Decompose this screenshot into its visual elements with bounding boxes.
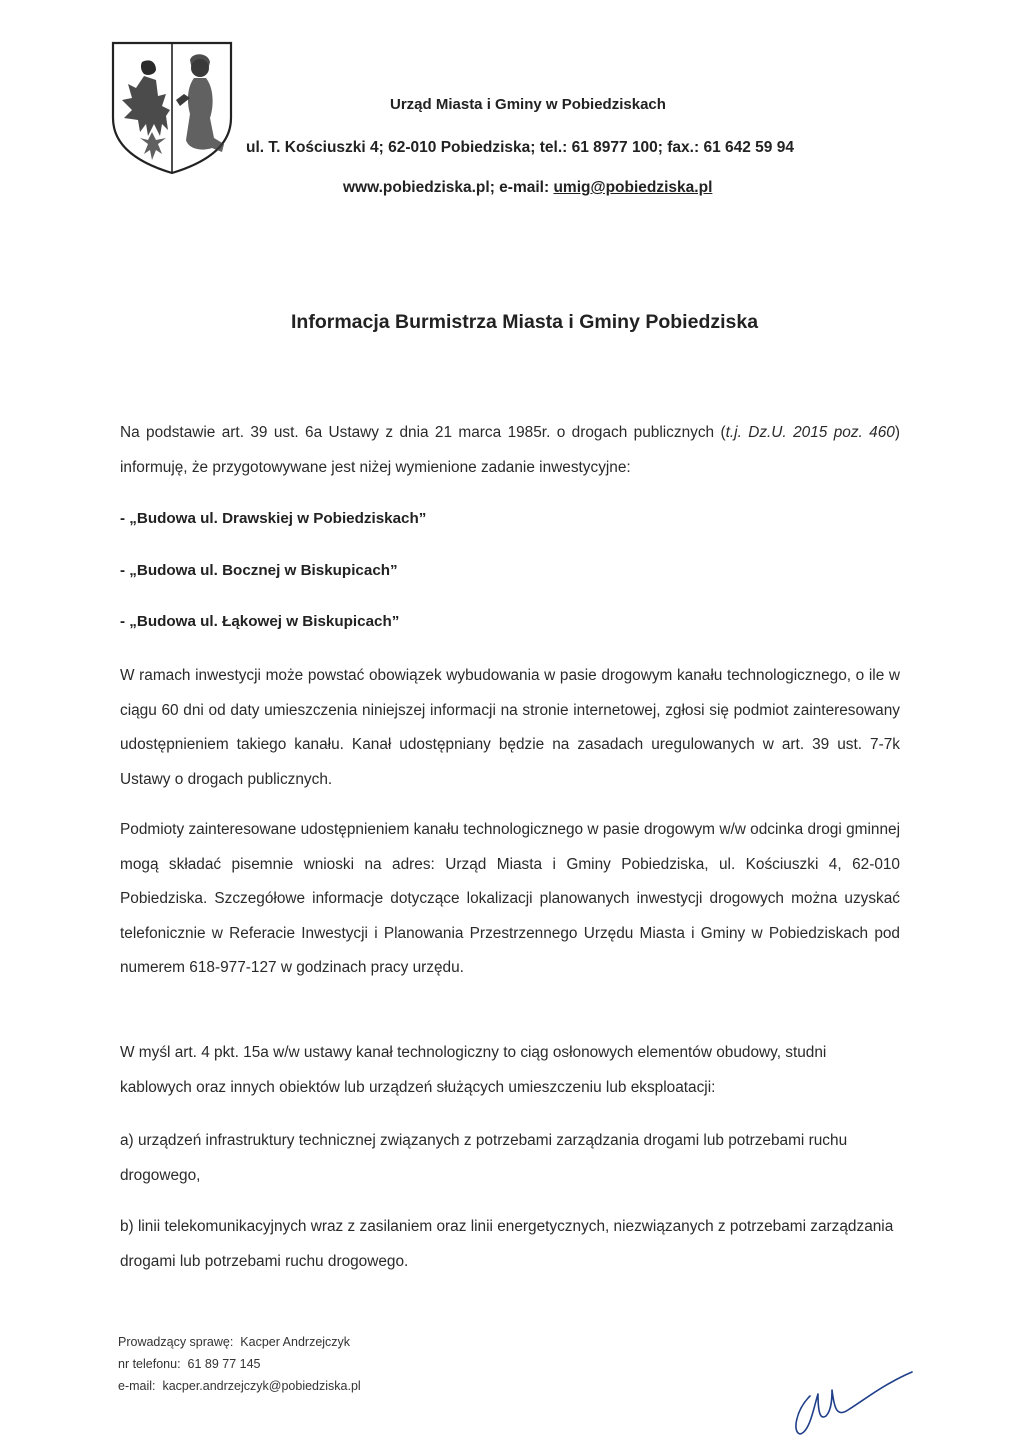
intro-paragraph [120,416,900,485]
letterhead-office-name: Urząd Miasta i Gminy w Pobiedziskach [390,96,666,113]
task-item: - „Budowa ul. Drawskiej w Pobiedziskach” [120,510,427,527]
email-label: ; e-mail: [489,179,554,196]
paragraph-applications: Podmioty zainteresowane udostępnieniem kanału technologicznego w pasie drogowym w/w odcinka drogi gminnej mogą składać pisemnie wnioski na adres: Urząd Miasta i Gminy Pobiedziska, ul. Kościuszki 4, 62-010 Pobiedziska. Szczegółowe informacje dotyczące lokalizacji planowanych inwestycji drogowych można uzyskać telefonicznie w Referacie Inwestycji i Planowania Przestrzennego Urzędu Miasta i Gminy w Pobiedziskach pod numerem 618-977-127 w godzinach pracy urzędu. [120,821,900,976]
phone-row [118,1353,361,1375]
definition-point-a: a) urządzeń infrastruktury technicznej związanych z potrzebami zarządzania drogami lub potrzebami ruchu drogowego, [120,1132,848,1184]
contact-email-label: e-mail: [118,1379,156,1393]
officer-label: Prowadzący sprawę: [118,1335,234,1349]
paragraph-investment-obligation: W ramach inwestycji może powstać obowiązek wybudowania w pasie drogowym kanału technologicznego, o ile w ciągu 60 dni od daty umieszczenia niniejszej informacji na stronie internetowej, zgłosi się podmiot zainteresowany udostępnieniem takiego kanału. Kanał udostępniany będzie na zasadach uregulowanych w art. 39 ust. 7-7k Ustawy o drogach publicznych. [120,667,900,788]
definition-point-b: b) linii telekomunikacyjnych wraz z zasilaniem oraz linii energetycznych, niezwiązanych z potrzebami zarządzania drogami lub potrzebami ruchu drogowego. [120,1218,894,1270]
letterhead-contact [343,179,712,197]
officer-name: Kacper Andrzejczyk [240,1335,351,1349]
phone-label: nr telefonu: [118,1357,181,1371]
task-item: - „Budowa ul. Łąkowej w Biskupicach” [120,613,400,630]
coat-of-arms-icon [110,40,234,176]
task-item: - „Budowa ul. Bocznej w Biskupicach” [120,562,398,579]
legal-citation: t.j. Dz.U. 2015 poz. 460 [725,424,895,441]
paragraph-definition: W myśl art. 4 pkt. 15a w/w ustawy kanał technologiczny to ciąg osłonowych elementów obudowy, studni kablowych oraz innych obiektów lub urządzeń służących umieszczeniu lub eksploatacji: [120,1044,827,1096]
signature-icon [788,1366,918,1438]
website-link[interactable]: www.pobiedziska.pl [343,179,490,196]
officer-email[interactable]: kacper.andrzejczyk@pobiedziska.pl [162,1379,361,1393]
letterhead-address: ul. T. Kościuszki 4; 62-010 Pobiedziska; tel.: 61 8977 100; fax.: 61 642 59 94 [246,139,794,156]
case-officer-contact [118,1331,361,1397]
email-link[interactable]: umig@pobiedziska.pl [553,179,713,196]
document-title: Informacja Burmistrza Miasta i Gminy Pobiedziska [291,311,759,333]
intro-text-part2: ) informuję, że przygotowywane jest niżej wymienione zadanie inwestycyjne: [120,424,900,476]
email-row [118,1375,361,1397]
officer-row [118,1331,361,1353]
officer-phone: 61 89 77 145 [187,1357,261,1371]
intro-text-part1: Na podstawie art. 39 ust. 6a Ustawy z dnia 21 marca 1985r. o drogach publicznych ( [120,424,726,441]
